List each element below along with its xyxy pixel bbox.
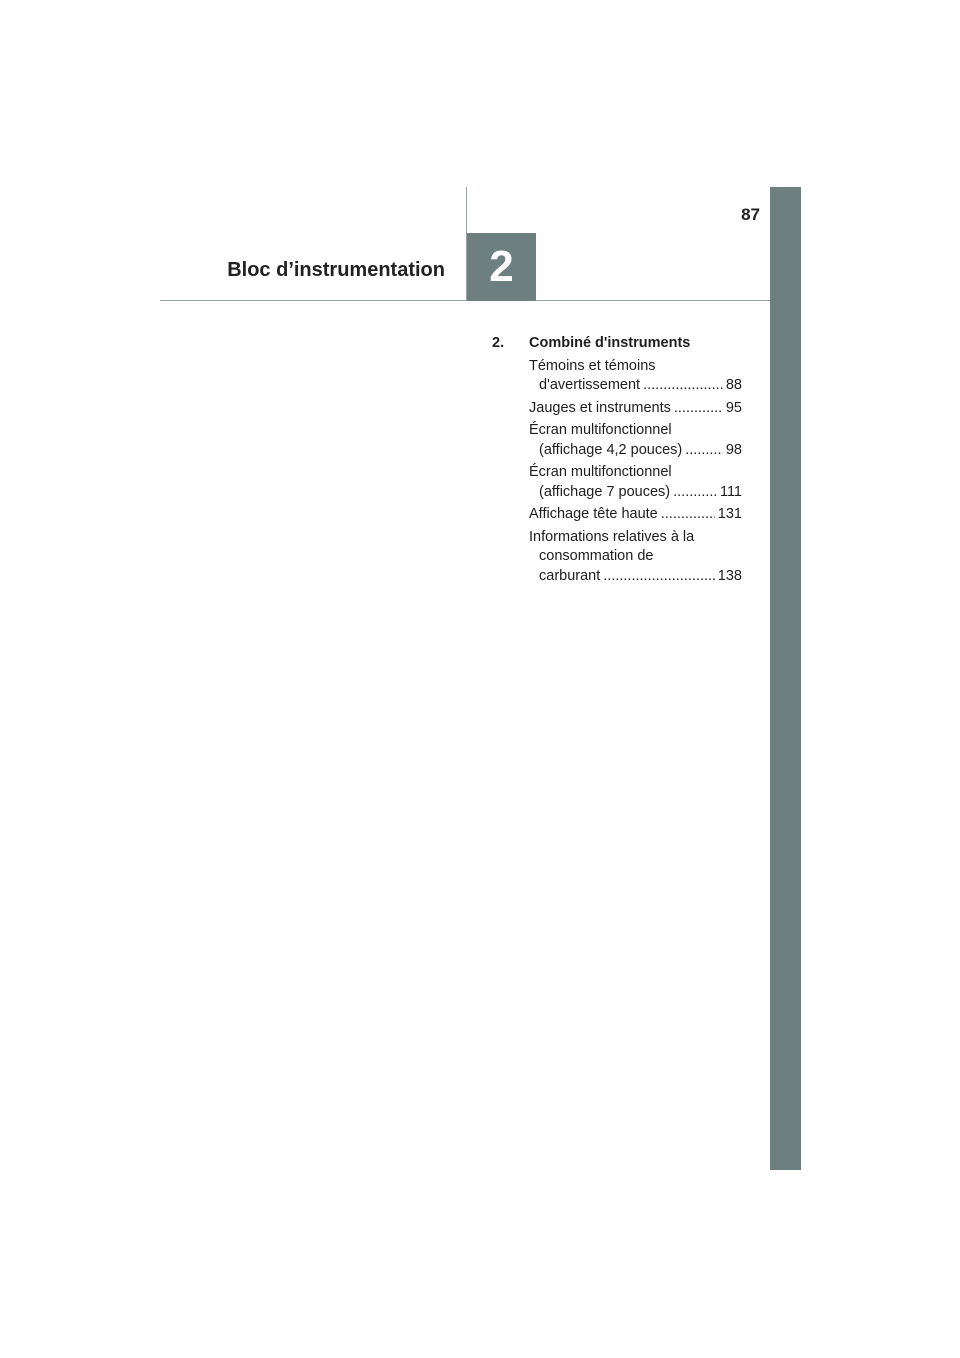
toc-entry-text: (affichage 4,2 pouces) [539, 441, 683, 458]
toc-entry-text: consommation de [539, 548, 654, 564]
toc-leader-dots [685, 441, 723, 461]
chapter-number-badge: 2 [467, 233, 536, 301]
toc-leader-dots [603, 567, 715, 587]
toc-section-title: Combiné d'instruments [529, 335, 691, 351]
page-number: 87 [741, 205, 760, 224]
toc-entry-jauges[interactable] [529, 399, 742, 419]
toc-section-heading[interactable] [492, 334, 742, 354]
toc-entry-page: 111 [719, 483, 742, 500]
toc-entry-text: Témoins et témoins [529, 357, 656, 374]
toc-leader-dots [643, 376, 723, 396]
toc-entry-page: 98 [725, 441, 742, 458]
toc-entry-text: d'avertissement [539, 377, 641, 393]
chapter-thumb-tab [770, 187, 801, 1170]
toc-entry-text: Écran multifonctionnel [529, 464, 672, 480]
toc-entry-affichage-tete-haute[interactable] [529, 505, 742, 525]
toc-entry-text: Affichage tête haute [529, 506, 658, 522]
toc-leader-dots [674, 399, 723, 419]
toc-entry-page: 88 [725, 377, 742, 393]
toc-entry-text: Écran multifonctionnel [529, 422, 672, 438]
toc-entry-ecran-42[interactable] [529, 421, 742, 460]
toc-entry-text: Jauges et instruments [529, 399, 671, 416]
toc-entry-temoins[interactable] [529, 357, 742, 396]
toc-leader-dots [661, 505, 715, 525]
toc-entry-page: 138 [717, 567, 742, 584]
toc-entry-text: (affichage 7 pouces) [539, 483, 671, 500]
toc-entry-consommation[interactable] [529, 528, 742, 587]
toc-entry-page: 131 [717, 506, 742, 522]
toc-entry-text: carburant [539, 567, 601, 584]
toc-entry-text: Informations relatives à la [529, 528, 695, 545]
toc-section-number: 2. [492, 335, 505, 351]
header-horizontal-rule [160, 300, 770, 301]
toc-entry-ecran-7[interactable] [529, 463, 742, 502]
toc-entry-page: 95 [725, 399, 742, 416]
table-of-contents [492, 334, 742, 589]
chapter-title: Bloc d’instrumentation [227, 259, 445, 281]
toc-leader-dots [673, 483, 717, 503]
